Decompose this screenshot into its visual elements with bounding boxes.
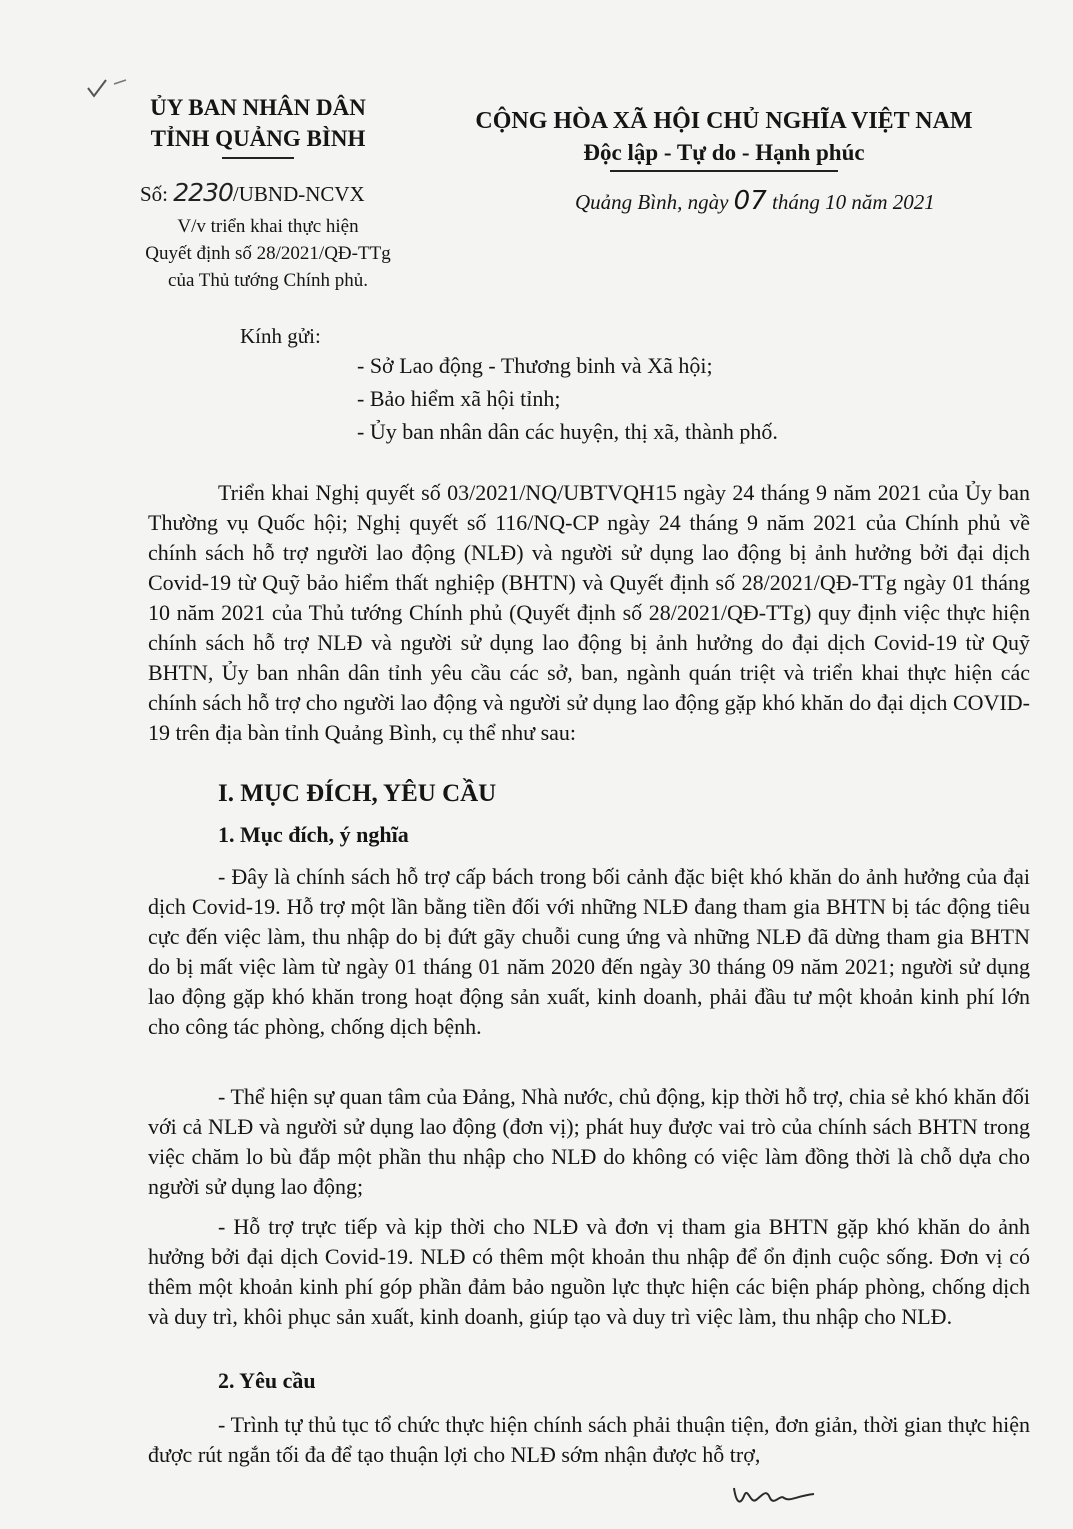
nation-title: CỘNG HÒA XÃ HỘI CHỦ NGHĨA VIỆT NAM [475, 108, 973, 134]
nation-motto: Độc lập - Tự do - Hạnh phúc [583, 140, 865, 165]
document-number [140, 178, 365, 209]
doc-number-suffix: /UBND-NCVX [232, 182, 365, 206]
doc-number-prefix: Số: [140, 182, 174, 206]
doc-number-handwritten: 2230 [173, 178, 233, 207]
date-prefix: Quảng Bình, ngày [575, 190, 729, 214]
recipient-item: - Bảo hiểm xã hội tỉnh; [357, 386, 561, 411]
document-date [575, 186, 935, 217]
date-day-handwritten: 07 [733, 186, 767, 216]
subject-line-2: Quyết định số 28/2021/QĐ-TTg [145, 243, 391, 264]
national-motto [440, 106, 1008, 172]
subject-line-3: của Thủ tướng Chính phủ. [168, 270, 368, 291]
paragraph-requirement-1: - Trình tự thủ tục tổ chức thực hiện chính sách phải thuận tiện, đơn giản, thời gian thực hiện được rút ngắn tối đa để tạo thuận lợi cho NLĐ sớm nhận được hỗ trợ, [148, 1412, 1030, 1467]
authority-line-1: ỦY BAN NHÂN DÂN [150, 95, 366, 120]
issuing-authority [118, 92, 398, 159]
subject-line-1: V/v triển khai thực hiện [177, 216, 359, 237]
authority-line-2: TỈNH QUẢNG BÌNH [150, 126, 366, 151]
recipient-list [357, 349, 778, 448]
subsection-1-title: 1. Mục đích, ý nghĩa [218, 822, 409, 847]
section-1-title: I. MỤC ĐÍCH, YÊU CẦU [218, 780, 497, 807]
paragraph-purpose-3: - Hỗ trợ trực tiếp và kịp thời cho NLĐ và đơn vị tham gia BHTN gặp khó khăn do ảnh hưởng bởi đại dịch Covid-19. NLĐ có thêm một khoản thu nhập để ổn định cuộc sống. Đơn vị có thêm một khoản kinh phí góp phần đảm bảo nguồn lực thực hiện các biện pháp phòng, chống dịch và duy trì, khôi phục sản xuất, kinh doanh, giúp tạo và duy trì việc làm, thu nhập cho NLĐ. [148, 1214, 1030, 1329]
paragraph-purpose-1: - Đây là chính sách hỗ trợ cấp bách trong bối cảnh đặc biệt khó khăn do ảnh hưởng của đại dịch Covid-19. Hỗ trợ một lần bằng tiền đối với những NLĐ đang tham gia BHTN bị tác động tiêu cực đến việc làm, thu nhập do bị đứt gãy chuỗi cung ứng và những NLĐ đã dừng tham gia BHTN do bị mất việc làm từ ngày 01 tháng 01 năm 2020 đến ngày 30 tháng 09 năm 2021; người sử dụng lao động gặp khó khăn trong hoạt động sản xuất, kinh doanh, phải đầu tư một khoản kinh phí lớn cho công tác phòng, chống dịch bệnh. [148, 864, 1030, 1039]
recipient-item: - Ủy ban nhân dân các huyện, thị xã, thành phố. [357, 419, 778, 444]
handwritten-initials [730, 1478, 820, 1512]
document-subject [112, 213, 424, 294]
authority-underline [222, 157, 294, 159]
date-suffix: tháng 10 năm 2021 [772, 190, 935, 214]
paragraph-purpose-2: - Thể hiện sự quan tâm của Đảng, Nhà nước, chủ động, kịp thời hỗ trợ, chia sẻ khó khăn đối với cả NLĐ và người sử dụng lao động (đơn vị); phát huy được vai trò của chính sách BHTN trong việc chăm lo bù đắp một phần thu nhập cho NLĐ do không có việc làm đồng thời là chỗ dựa cho người sử dụng lao động; [148, 1084, 1030, 1199]
recipient-item: - Sở Lao động - Thương binh và Xã hội; [357, 353, 713, 378]
subsection-2-title: 2. Yêu cầu [218, 1368, 316, 1393]
salutation-label: Kính gửi: [240, 324, 321, 348]
motto-underline [610, 170, 838, 172]
intro-paragraph: Triển khai Nghị quyết số 03/2021/NQ/UBTVQH15 ngày 24 tháng 9 năm 2021 của Ủy ban Thường vụ Quốc hội; Nghị quyết số 116/NQ-CP ngày 24 tháng 9 năm 2021 của Chính phủ về chính sách hỗ trợ người lao động (NLĐ) và người sử dụng lao động bị ảnh hưởng bởi đại dịch Covid-19 từ Quỹ bảo hiểm thất nghiệp (BHTN) và Quyết định số 28/2021/QĐ-TTg ngày 01 tháng 10 năm 2021 của Thủ tướng Chính phủ (Quyết định số 28/2021/QĐ-TTg) quy định việc thực hiện chính sách hỗ trợ NLĐ và người sử dụng lao động bị ảnh hưởng do đại dịch Covid-19 từ Quỹ BHTN, Ủy ban nhân dân tỉnh yêu cầu các sở, ban, ngành quán triệt và triển khai thực hiện các chính sách hỗ trợ cho người lao động và người sử dụng lao động gặp khó khăn do đại dịch COVID-19 trên địa bàn tỉnh Quảng Bình, cụ thể như sau: [148, 480, 1030, 745]
